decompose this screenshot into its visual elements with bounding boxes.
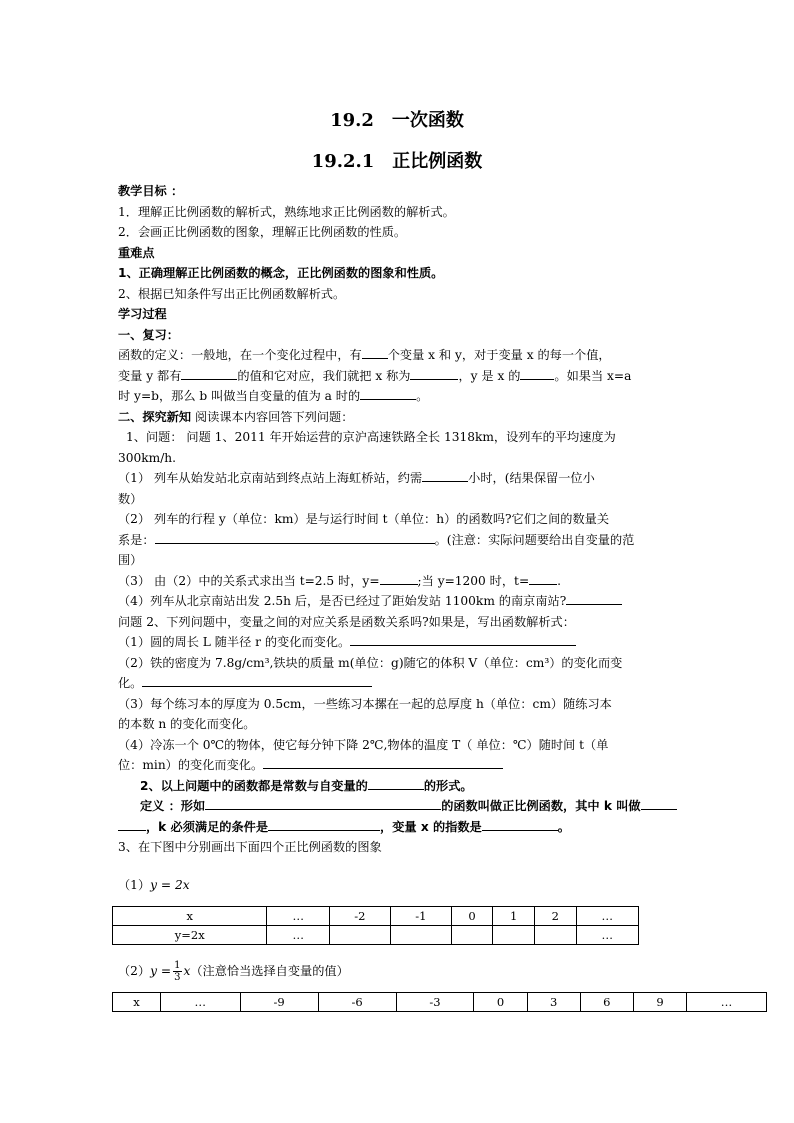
blank-y-value[interactable] [380, 571, 418, 585]
def2-text-c: ，y 是 x 的 [458, 368, 521, 383]
def3-text-b: 。 [416, 389, 429, 403]
blank-k-condition[interactable] [268, 817, 380, 831]
value-table-2 [112, 992, 767, 1012]
defn2-text-b: ，变量 x 的指数是 [380, 819, 482, 834]
p2-x: x [183, 964, 191, 978]
blank-temperature-formula[interactable] [263, 755, 503, 769]
table-cell: y=2x [113, 926, 267, 945]
process-heading: 学习过程 [118, 307, 167, 321]
objective-1: 1．理解正比例函数的解析式，熟练地求正比例函数的解析式。 [118, 204, 455, 219]
worksheet-body [118, 181, 678, 858]
q1-1-text-b: 小时，(结果保留一位小 [468, 471, 595, 485]
definition-line-1 [118, 796, 678, 817]
question-1-4-line [118, 591, 678, 612]
question-1-line-a: 1、问题： 问题 1、2011 年开始运营的京沪高速铁路全长 1318km，设列车的平均速度为 [126, 430, 616, 444]
q2-4-text-b: 位：min）的变化而变化。 [118, 758, 264, 772]
table-cell[interactable] [329, 926, 390, 945]
q1-1-text-a: （1） 列车从始发站北京南站到终点站上海虹桥站，约需 [118, 471, 423, 485]
blank-function[interactable] [520, 366, 554, 380]
q2-1-text: （1）圆的周长 L 随半径 r 的变化而变化。 [118, 635, 351, 649]
table-cell: -9 [240, 993, 318, 1012]
question-1-2-line-b [118, 530, 678, 551]
step-3-line: 3、在下图中分别画出下面四个正比例函数的图象 [118, 840, 382, 854]
part-2-label [118, 960, 349, 983]
table-cell[interactable] [451, 926, 493, 945]
explore-heading: 二、探究新知 [118, 409, 192, 424]
q1-4-text-a: （4）列车从北京南站出发 2.5h 后，是否已经过了距始发站 1100km 的南京南站? [118, 594, 567, 608]
explore-line [118, 407, 678, 428]
blank-product-form[interactable] [368, 776, 424, 790]
question-2-2-line-b [118, 673, 678, 694]
table-row [113, 926, 639, 945]
question-1-2-line-a: （2） 列车的行程 y（单位：km）是与运行时间 t（单位：h）的函数吗?它们之间的数量关 [118, 512, 610, 526]
table-cell: … [576, 907, 638, 926]
table-cell: 6 [580, 993, 633, 1012]
question-1-2-line-c: 围） [118, 553, 143, 567]
objectives-heading: 教学目标 ： [118, 184, 184, 198]
blank-t-value[interactable] [529, 571, 557, 585]
q1-3-text-b: ;当 y=1200 时，t= [417, 573, 530, 588]
question-1-1-line-b: 数） [118, 491, 143, 506]
q1-2-text-c: 。(注意：实际问题要给出自变量的范 [434, 532, 635, 547]
def3-text-a: 时 y=b，那么 b 叫做当自变量的值为 a 时的 [118, 389, 361, 403]
question-1-line-b: 300km/h. [118, 450, 177, 465]
table-row [113, 993, 767, 1012]
sub-title: 19.2.1 正比例函数 [311, 151, 483, 172]
review-heading: 一、复习： [118, 327, 179, 342]
table-cell: 1 [493, 907, 535, 926]
table-cell[interactable] [390, 926, 451, 945]
p1-formula: y = 2x [150, 878, 190, 892]
table-cell: x [113, 993, 161, 1012]
q2-2-text-b: 化。 [118, 676, 143, 690]
table-row [113, 907, 639, 926]
table-cell: … [267, 926, 329, 945]
definition-line-2 [118, 817, 678, 838]
difficulty-1-text: 1、正确理解正比例函数的概念，正比例函数的图象和性质。 [118, 266, 444, 280]
defn-text-a: 定义 ：形如 [140, 799, 206, 813]
blank-function-value[interactable] [360, 386, 416, 400]
p2-note: （注意恰当选择自变量的值） [190, 964, 349, 978]
table-cell: 2 [534, 907, 576, 926]
one-third-fraction [173, 960, 181, 983]
table-cell: … [267, 907, 329, 926]
difficulty-2: 2、根据已知条件写出正比例函数解析式。 [118, 286, 346, 301]
function-definition-line-1 [118, 345, 678, 366]
table-cell: -6 [318, 993, 396, 1012]
question-2-4-line-a: （4）冷冻一个 0℃的物体，使它每分钟下降 2℃,物体的温度 T（ 单位：℃）随时间 t（单 [118, 737, 609, 752]
question-2-3-line-b: 的本数 n 的变化而变化。 [118, 717, 256, 731]
table-cell: … [576, 926, 638, 945]
function-definition-line-3 [118, 386, 678, 407]
question-2-3-line-a: （3）每个练习本的厚度为 0.5cm，一些练习本摞在一起的总厚度 h（单位：cm）随练习本 [118, 696, 612, 711]
blank-nanjing-answer[interactable] [566, 591, 622, 605]
question-1-3-line [118, 571, 678, 592]
blank-variable-count[interactable] [362, 345, 388, 359]
blank-exponent[interactable] [482, 817, 558, 831]
blank-iron-formula[interactable] [142, 673, 372, 687]
q1-3-text-a: （3） 由（2）中的关系式求出当 t=2.5 时，y= [118, 573, 380, 588]
blank-relation[interactable] [155, 530, 435, 544]
function-definition-line-2 [118, 366, 678, 387]
fraction-numerator: 1 [174, 960, 181, 971]
blank-k-name-a[interactable] [641, 796, 677, 810]
p2-prefix: （2） [118, 964, 151, 978]
table-cell: 0 [474, 993, 527, 1012]
def-text-b: 个变量 x 和 y，对于变量 x 的每一个值， [387, 348, 611, 362]
def2-text-a: 变量 y 都有 [118, 368, 182, 383]
def2-text-b: 的值和它对应，我们就把 x 称为 [237, 368, 411, 383]
def2-text-d: 。如果当 x=a [554, 368, 632, 383]
blank-circle-formula[interactable] [350, 632, 576, 646]
table-cell: -2 [329, 907, 390, 926]
main-title: 19.2 一次函数 [330, 110, 464, 131]
table-cell[interactable] [534, 926, 576, 945]
p1-prefix: （1） [118, 878, 151, 892]
table-cell: -3 [396, 993, 474, 1012]
table-cell: 3 [527, 993, 580, 1012]
objective-2: 2．会画正比例函数的图象，理解正比例函数的性质。 [118, 225, 407, 239]
q1-2-text-b: 系是： [118, 532, 155, 547]
s2-text-b: 的形式。 [423, 778, 473, 793]
table-cell: 9 [633, 993, 686, 1012]
table-cell: … [160, 993, 240, 1012]
q1-3-text-c: . [557, 573, 562, 588]
part-1-label [118, 876, 190, 893]
blank-unique-value[interactable] [181, 366, 237, 380]
table-cell: x [113, 907, 267, 926]
explore-text: 阅读课本内容回答下列问题： [191, 409, 354, 424]
table-cell: -1 [390, 907, 451, 926]
blank-independent-variable[interactable] [410, 366, 458, 380]
blank-hours[interactable] [422, 468, 468, 482]
difficulty-1 [118, 263, 678, 284]
question-2-4-line-b [118, 755, 678, 776]
s2-text-a: 2、以上问题中的函数都是常数与自变量的 [140, 778, 368, 793]
blank-general-form[interactable] [205, 796, 441, 810]
question-2-1-line [118, 632, 678, 653]
value-table-1 [112, 906, 639, 945]
difficulty-heading: 重难点 [118, 245, 155, 260]
blank-k-name-b[interactable] [118, 817, 146, 831]
question-2-2-line-a: （2）铁的密度为 7.8g/cm³,铁块的质量 m(单位：g)随它的体积 V（单位：cm³）的变化而变 [118, 655, 623, 670]
table-cell: … [687, 993, 767, 1012]
p2-y: y = [150, 964, 172, 978]
table-cell[interactable] [493, 926, 535, 945]
defn2-text-a: ，k 必须满足的条件是 [146, 819, 269, 834]
table-cell: 0 [451, 907, 493, 926]
summary-2-line [118, 776, 678, 797]
def-text-a: 函数的定义：一般地，在一个变化过程中，有 [118, 348, 362, 362]
fraction-denominator: 3 [174, 972, 181, 983]
question-1-1-line-a [118, 468, 678, 489]
defn-text-b: 的函数叫做正比例函数，其中 k 叫做 [441, 799, 641, 813]
question-2-line: 问题 2、下列问题中，变量之间的对应关系是函数关系吗?如果是，写出函数解析式： [118, 614, 575, 629]
defn2-text-c: 。 [557, 819, 570, 834]
